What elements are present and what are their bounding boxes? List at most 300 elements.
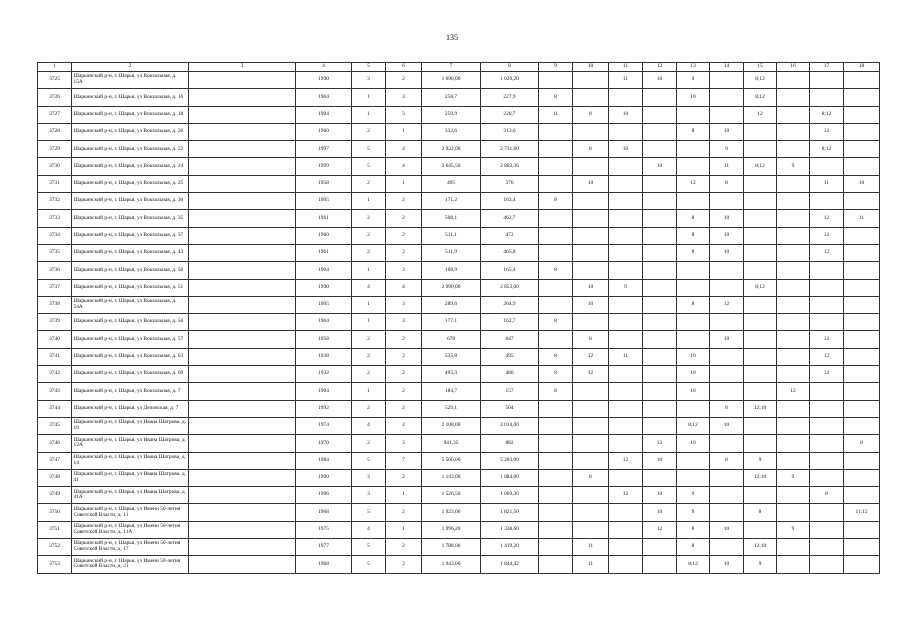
address-cell: Шарьинский р-н, г. Шарья, ул Вокзальная, д. 63 bbox=[72, 348, 189, 365]
table-cell: 3 bbox=[386, 106, 422, 123]
table-cell: 678 bbox=[422, 331, 481, 348]
table-cell: 3 bbox=[386, 89, 422, 106]
table-cell bbox=[844, 244, 880, 261]
table-cell bbox=[609, 539, 643, 556]
column-number: 7 bbox=[422, 63, 481, 72]
table-row bbox=[38, 504, 880, 521]
table-cell bbox=[573, 521, 609, 538]
table-cell: 12;10 bbox=[744, 539, 777, 556]
table-cell bbox=[744, 487, 777, 504]
table-cell bbox=[539, 175, 573, 192]
table-cell: 2 802,36 bbox=[481, 158, 539, 175]
table-cell bbox=[810, 556, 844, 573]
table-cell: 3 bbox=[352, 72, 386, 89]
table-cell: 3 bbox=[352, 469, 386, 486]
table-cell bbox=[643, 417, 677, 434]
table-cell: 2 bbox=[386, 400, 422, 417]
table-cell: 8 bbox=[677, 521, 710, 538]
table-row bbox=[38, 452, 880, 469]
table-cell bbox=[609, 366, 643, 383]
table-cell bbox=[539, 417, 573, 434]
table-cell bbox=[189, 296, 296, 313]
table-cell: 1990 bbox=[296, 279, 352, 296]
table-cell bbox=[777, 72, 810, 89]
table-cell: 12 bbox=[810, 227, 844, 244]
table-cell: 1 844,42 bbox=[481, 556, 539, 573]
table-cell bbox=[573, 227, 609, 244]
table-cell bbox=[643, 400, 677, 417]
table-cell bbox=[573, 262, 609, 279]
table-cell: 8 bbox=[744, 504, 777, 521]
address-cell: Шарьинский р-н, г. Шарья, ул Вокзальная, д. 56 bbox=[72, 314, 189, 331]
row-number-cell: 3746 bbox=[38, 435, 72, 452]
table-cell bbox=[844, 521, 880, 538]
table-cell: 12 bbox=[677, 175, 710, 192]
table-cell: 1990 bbox=[296, 469, 352, 486]
table-cell bbox=[777, 504, 810, 521]
table-cell: 462,7 bbox=[481, 210, 539, 227]
table-cell bbox=[189, 452, 296, 469]
table-cell bbox=[744, 262, 777, 279]
table-cell bbox=[710, 106, 744, 123]
table-cell bbox=[573, 158, 609, 175]
row-number-cell: 3726 bbox=[38, 89, 72, 106]
address-cell: Шарьинский р-н, г. Шарья, ул Ивана Шатрова, д. 12А bbox=[72, 435, 189, 452]
table-cell: 12 bbox=[573, 348, 609, 365]
table-cell: 10 bbox=[677, 89, 710, 106]
table-cell bbox=[844, 193, 880, 210]
table-row bbox=[38, 296, 880, 313]
table-cell: 1 bbox=[352, 89, 386, 106]
table-cell: 5 bbox=[352, 556, 386, 573]
table-cell bbox=[710, 314, 744, 331]
row-number-cell: 3744 bbox=[38, 400, 72, 417]
row-number-cell: 3749 bbox=[38, 487, 72, 504]
row-number-cell: 3741 bbox=[38, 348, 72, 365]
table-cell bbox=[609, 158, 643, 175]
table-cell: 157 bbox=[481, 383, 539, 400]
column-number-row bbox=[38, 63, 880, 72]
table-cell: 2 bbox=[352, 348, 386, 365]
table-cell bbox=[844, 106, 880, 123]
table-cell: 12 bbox=[643, 521, 677, 538]
table-cell bbox=[744, 296, 777, 313]
table-cell: 8 bbox=[539, 383, 573, 400]
table-cell: 2 bbox=[352, 331, 386, 348]
table-cell: 1 bbox=[352, 296, 386, 313]
address-cell: Шарьинский р-н, г. Шарья, ул Вокзальная, д. 30 bbox=[72, 193, 189, 210]
column-number: 12 bbox=[643, 63, 677, 72]
table-cell bbox=[810, 435, 844, 452]
table-cell: 313,6 bbox=[481, 123, 539, 140]
table-cell: 11 bbox=[539, 106, 573, 123]
table-cell: 8 bbox=[710, 175, 744, 192]
address-cell: Шарьинский р-н, г. Шарья, ул Ивана Шатрова, д. 41А bbox=[72, 487, 189, 504]
table-cell: 4 bbox=[352, 521, 386, 538]
table-cell bbox=[573, 210, 609, 227]
column-number: 6 bbox=[386, 63, 422, 72]
table-cell bbox=[844, 262, 880, 279]
table-row bbox=[38, 348, 880, 365]
table-row bbox=[38, 141, 880, 158]
table-cell: 2 108,00 bbox=[422, 417, 481, 434]
table-cell bbox=[609, 175, 643, 192]
row-number-cell: 3747 bbox=[38, 452, 72, 469]
table-cell: 535,8 bbox=[422, 348, 481, 365]
table-cell: 10 bbox=[643, 158, 677, 175]
table-cell: 163,4 bbox=[481, 193, 539, 210]
address-cell: Шарьинский р-н, г. Шарья, ул Деповская, д. 7 bbox=[72, 400, 189, 417]
table-cell: 2 932,00 bbox=[422, 141, 481, 158]
table-cell: 2 bbox=[386, 383, 422, 400]
table-cell: 3 bbox=[386, 435, 422, 452]
table-cell bbox=[844, 539, 880, 556]
table-cell: 2 bbox=[352, 366, 386, 383]
table-cell bbox=[609, 400, 643, 417]
table-cell: 1 020,20 bbox=[481, 72, 539, 89]
table-row bbox=[38, 366, 880, 383]
table-cell bbox=[573, 89, 609, 106]
row-number-cell: 3729 bbox=[38, 141, 72, 158]
table-cell: 12 bbox=[744, 106, 777, 123]
table-cell: 8 bbox=[573, 331, 609, 348]
table-cell bbox=[810, 262, 844, 279]
table-cell: 11 bbox=[844, 210, 880, 227]
table-cell bbox=[777, 141, 810, 158]
row-number-cell: 3743 bbox=[38, 383, 72, 400]
table-cell bbox=[539, 279, 573, 296]
table-cell bbox=[189, 175, 296, 192]
table-cell: 11 bbox=[609, 348, 643, 365]
table-row bbox=[38, 314, 880, 331]
table-cell: 5 bbox=[352, 539, 386, 556]
table-cell: 647 bbox=[481, 331, 539, 348]
table-cell bbox=[777, 452, 810, 469]
table-cell bbox=[189, 227, 296, 244]
table-row bbox=[38, 400, 880, 417]
table-cell: 1 bbox=[386, 487, 422, 504]
table-cell bbox=[189, 244, 296, 261]
table-cell: 10 bbox=[710, 244, 744, 261]
address-cell: Шарьинский р-н, г. Шарья, ул Вокзальная, д. 7 bbox=[72, 383, 189, 400]
table-cell: 1 bbox=[352, 314, 386, 331]
table-cell bbox=[573, 72, 609, 89]
table-cell: 1958 bbox=[296, 331, 352, 348]
table-cell bbox=[539, 469, 573, 486]
table-cell: 1 096,00 bbox=[422, 72, 481, 89]
table-cell: 4 bbox=[352, 417, 386, 434]
address-cell: Шарьинский р-н, г. Шарья, ул Вокзальная, д. 37 bbox=[72, 227, 189, 244]
table-row bbox=[38, 227, 880, 244]
table-cell: 1975 bbox=[296, 521, 352, 538]
table-cell: 228,7 bbox=[481, 106, 539, 123]
table-cell bbox=[844, 141, 880, 158]
table-cell: 10 bbox=[710, 417, 744, 434]
table-cell bbox=[810, 279, 844, 296]
table-cell: 8;12 bbox=[677, 556, 710, 573]
table-cell: 1 338,60 bbox=[481, 521, 539, 538]
table-cell: 2 bbox=[352, 175, 386, 192]
table-cell bbox=[844, 469, 880, 486]
table-cell bbox=[189, 487, 296, 504]
address-cell: Шарьинский р-н, г. Шарья, ул Имени 50-летия Советской Власти, д. 21 bbox=[72, 556, 189, 573]
table-cell: 511,9 bbox=[422, 244, 481, 261]
table-cell bbox=[643, 366, 677, 383]
table-cell bbox=[844, 123, 880, 140]
table-cell: 2 bbox=[386, 469, 422, 486]
table-cell bbox=[643, 279, 677, 296]
table-cell bbox=[189, 158, 296, 175]
table-cell bbox=[609, 469, 643, 486]
table-cell bbox=[677, 331, 710, 348]
table-cell: 12 bbox=[609, 487, 643, 504]
table-cell: 171,2 bbox=[422, 193, 481, 210]
table-cell: 1 069,30 bbox=[481, 487, 539, 504]
table-cell bbox=[539, 72, 573, 89]
table-cell bbox=[777, 487, 810, 504]
table-cell bbox=[677, 279, 710, 296]
table-cell: 177,1 bbox=[422, 314, 481, 331]
table-cell bbox=[677, 314, 710, 331]
table-cell: 4 bbox=[352, 279, 386, 296]
table-cell: 1 788,00 bbox=[422, 539, 481, 556]
table-cell bbox=[573, 400, 609, 417]
table-cell bbox=[539, 504, 573, 521]
row-number-cell: 3725 bbox=[38, 72, 72, 89]
row-number-cell: 3734 bbox=[38, 227, 72, 244]
table-cell: 1 bbox=[386, 521, 422, 538]
table-cell bbox=[810, 193, 844, 210]
table-cell bbox=[609, 244, 643, 261]
table-cell: 10 bbox=[643, 487, 677, 504]
row-number-cell: 3740 bbox=[38, 331, 72, 348]
table-cell: 8 bbox=[844, 435, 880, 452]
table-cell bbox=[609, 417, 643, 434]
table-cell: 10 bbox=[573, 279, 609, 296]
table-cell bbox=[810, 296, 844, 313]
table-cell: 2 bbox=[386, 366, 422, 383]
table-cell bbox=[573, 435, 609, 452]
table-cell bbox=[810, 400, 844, 417]
table-cell: 12 bbox=[810, 366, 844, 383]
table-cell: 1 bbox=[386, 123, 422, 140]
table-cell: 1 923,00 bbox=[422, 504, 481, 521]
table-cell: 259,9 bbox=[422, 106, 481, 123]
table-cell: 1904 bbox=[296, 89, 352, 106]
table-cell bbox=[744, 435, 777, 452]
table-cell: 10 bbox=[710, 123, 744, 140]
table-cell bbox=[189, 123, 296, 140]
table-cell: 332,6 bbox=[422, 123, 481, 140]
table-cell bbox=[744, 227, 777, 244]
row-number-cell: 3748 bbox=[38, 469, 72, 486]
table-cell: 1904 bbox=[296, 383, 352, 400]
table-row bbox=[38, 521, 880, 538]
table-row bbox=[38, 539, 880, 556]
table-cell bbox=[573, 123, 609, 140]
table-cell bbox=[844, 331, 880, 348]
table-cell: 2 bbox=[386, 539, 422, 556]
table-cell: 10 bbox=[710, 556, 744, 573]
table-cell: 8 bbox=[539, 193, 573, 210]
table-cell bbox=[643, 210, 677, 227]
table-cell: 529,1 bbox=[422, 400, 481, 417]
table-cell: 8 bbox=[710, 452, 744, 469]
address-cell: Шарьинский р-н, г. Шарья, ул Вокзальная, д. 35 bbox=[72, 210, 189, 227]
table-cell: 2 bbox=[352, 123, 386, 140]
table-cell bbox=[609, 521, 643, 538]
table-cell bbox=[777, 106, 810, 123]
address-cell: Шарьинский р-н, г. Шарья, ул Вокзальная, д. 22 bbox=[72, 141, 189, 158]
table-cell: 12 bbox=[609, 452, 643, 469]
table-cell bbox=[189, 72, 296, 89]
table-cell bbox=[609, 296, 643, 313]
table-row bbox=[38, 556, 880, 573]
table-cell bbox=[777, 314, 810, 331]
table-cell bbox=[710, 487, 744, 504]
table-cell bbox=[710, 383, 744, 400]
table-cell: 1960 bbox=[296, 227, 352, 244]
table-cell bbox=[539, 521, 573, 538]
table-cell bbox=[710, 504, 744, 521]
table-cell bbox=[777, 279, 810, 296]
table-cell: 5 bbox=[352, 452, 386, 469]
table-cell: 1996 bbox=[296, 487, 352, 504]
table-cell: 1932 bbox=[296, 366, 352, 383]
table-cell: 9 bbox=[609, 279, 643, 296]
table-cell: 1958 bbox=[296, 175, 352, 192]
table-cell: 1 526,50 bbox=[422, 487, 481, 504]
table-cell: 1961 bbox=[296, 210, 352, 227]
table-cell: 1 143,00 bbox=[422, 469, 481, 486]
row-number-cell: 3745 bbox=[38, 417, 72, 434]
table-cell: 3 bbox=[386, 262, 422, 279]
table-cell: 227,9 bbox=[481, 89, 539, 106]
table-cell bbox=[573, 383, 609, 400]
table-cell bbox=[777, 89, 810, 106]
column-number: 1 bbox=[38, 63, 72, 72]
table-cell bbox=[810, 521, 844, 538]
address-cell: Шарьинский р-н, г. Шарья, ул Имени 50-летия Советской Власти, д. 11А bbox=[72, 521, 189, 538]
address-cell: Шарьинский р-н, г. Шарья, ул Вокзальная, д. 51 bbox=[72, 279, 189, 296]
table-cell bbox=[744, 175, 777, 192]
table-cell: 2 bbox=[386, 193, 422, 210]
table-cell: 12 bbox=[810, 331, 844, 348]
table-cell bbox=[609, 89, 643, 106]
table-cell bbox=[744, 331, 777, 348]
table-cell: 12 bbox=[643, 435, 677, 452]
table-cell bbox=[744, 244, 777, 261]
table-cell bbox=[573, 452, 609, 469]
table-cell bbox=[573, 314, 609, 331]
table-cell: 1992 bbox=[296, 400, 352, 417]
table-cell bbox=[844, 72, 880, 89]
table-cell bbox=[609, 314, 643, 331]
table-cell bbox=[573, 193, 609, 210]
table-cell: 10 bbox=[643, 504, 677, 521]
table-cell bbox=[677, 106, 710, 123]
table-cell: 1905 bbox=[296, 193, 352, 210]
table-cell bbox=[677, 193, 710, 210]
table-cell bbox=[643, 348, 677, 365]
table-row bbox=[38, 89, 880, 106]
table-cell: 8 bbox=[539, 366, 573, 383]
table-cell bbox=[844, 227, 880, 244]
table-cell bbox=[539, 296, 573, 313]
table-cell: 165,4 bbox=[481, 262, 539, 279]
table-cell bbox=[573, 244, 609, 261]
table-cell: 1968 bbox=[296, 556, 352, 573]
table-cell: 12 bbox=[710, 296, 744, 313]
table-cell bbox=[777, 400, 810, 417]
table-cell: 289,6 bbox=[422, 296, 481, 313]
row-number-cell: 3751 bbox=[38, 521, 72, 538]
table-row bbox=[38, 262, 880, 279]
table-cell bbox=[539, 227, 573, 244]
table-cell bbox=[710, 469, 744, 486]
table-cell bbox=[189, 400, 296, 417]
column-number: 10 bbox=[573, 63, 609, 72]
table-cell: 12 bbox=[810, 244, 844, 261]
table-cell bbox=[609, 435, 643, 452]
column-number: 5 bbox=[352, 63, 386, 72]
table-cell bbox=[609, 193, 643, 210]
table-cell bbox=[844, 296, 880, 313]
table-row bbox=[38, 417, 880, 434]
table-cell: 11;12 bbox=[844, 504, 880, 521]
table-row bbox=[38, 123, 880, 140]
table-cell: 2 853,00 bbox=[481, 279, 539, 296]
table-row bbox=[38, 279, 880, 296]
table-cell bbox=[710, 539, 744, 556]
address-cell: Шарьинский р-н, г. Шарья, ул Вокзальная, д. 54А bbox=[72, 296, 189, 313]
table-cell: 5 566,00 bbox=[422, 452, 481, 469]
address-cell: Шарьинский р-н, г. Шарья, ул Вокзальная, д. 25 bbox=[72, 175, 189, 192]
table-cell: 9 bbox=[677, 487, 710, 504]
table-cell: 10 bbox=[677, 348, 710, 365]
table-cell bbox=[539, 452, 573, 469]
table-cell bbox=[844, 366, 880, 383]
table-cell bbox=[744, 521, 777, 538]
row-number-cell: 3738 bbox=[38, 296, 72, 313]
table-cell bbox=[677, 262, 710, 279]
table-cell bbox=[643, 193, 677, 210]
table-cell: 8 bbox=[677, 210, 710, 227]
table-cell: 12 bbox=[573, 366, 609, 383]
table-cell: 9 bbox=[744, 556, 777, 573]
table-cell: 10 bbox=[710, 331, 744, 348]
table-cell: 2 990,00 bbox=[422, 279, 481, 296]
table-cell bbox=[777, 417, 810, 434]
table-cell: 1990 bbox=[296, 72, 352, 89]
row-number-cell: 3731 bbox=[38, 175, 72, 192]
address-cell: Шарьинский р-н, г. Шарья, ул Вокзальная, д. 15А bbox=[72, 72, 189, 89]
table-cell bbox=[539, 210, 573, 227]
table-cell bbox=[777, 262, 810, 279]
table-cell bbox=[744, 210, 777, 227]
table-cell: 2 bbox=[386, 417, 422, 434]
table-cell bbox=[189, 106, 296, 123]
table-cell: 1 996,20 bbox=[422, 521, 481, 538]
table-cell: 2 bbox=[386, 504, 422, 521]
table-cell bbox=[677, 141, 710, 158]
table-cell: 1961 bbox=[296, 244, 352, 261]
table-cell bbox=[677, 469, 710, 486]
table-cell: 4 bbox=[386, 158, 422, 175]
table-cell bbox=[844, 348, 880, 365]
table-cell bbox=[573, 417, 609, 434]
table-cell bbox=[810, 383, 844, 400]
